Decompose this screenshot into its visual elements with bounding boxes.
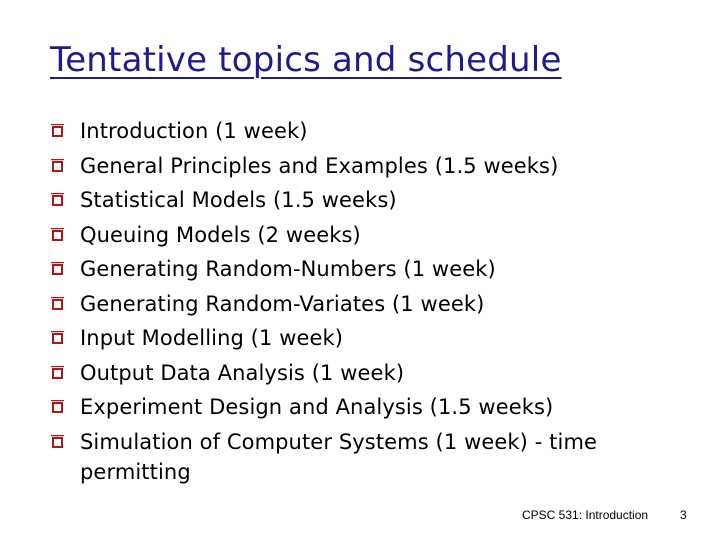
list-item-text: Input Modelling (1 week) <box>80 326 344 350</box>
list-item-text: General Principles and Examples (1.5 weeks) <box>80 153 559 178</box>
list-item-text: Generating Random-Numbers (1 week) <box>80 257 496 281</box>
list-item <box>50 183 690 218</box>
list-item <box>50 218 690 253</box>
page-number: 3 <box>680 508 687 522</box>
checkbox-bullet-icon <box>51 435 65 449</box>
list-item <box>50 149 690 184</box>
list-item-text: Generating Random-Variates (1 week) <box>80 291 485 316</box>
checkbox-bullet-icon <box>51 159 65 173</box>
list-item-text: Statistical Models (1.5 weeks) <box>80 188 397 212</box>
list-item <box>50 114 690 149</box>
list-item <box>50 321 690 356</box>
list-item-text: Simulation of Computer Systems (1 week) - time permitting <box>80 429 598 484</box>
list-item <box>50 252 690 287</box>
list-item <box>50 390 690 425</box>
list-item <box>50 356 690 391</box>
checkbox-bullet-icon <box>51 331 65 345</box>
checkbox-bullet-icon <box>51 262 65 276</box>
list-item <box>50 287 690 322</box>
list-item-text: Experiment Design and Analysis (1.5 weeks) <box>80 395 554 419</box>
checkbox-bullet-icon <box>51 297 65 311</box>
topic-list <box>50 114 690 487</box>
list-item-text: Queuing Models (2 weeks) <box>80 222 361 247</box>
list-item-text: Introduction (1 week) <box>80 119 308 143</box>
list-item-text: Output Data Analysis (1 week) <box>80 360 405 385</box>
slide-footer: CPSC 531: Introduction <box>522 508 649 522</box>
checkbox-bullet-icon <box>51 193 65 207</box>
slide-title: Tentative topics and schedule <box>50 40 562 80</box>
list-item <box>50 427 690 487</box>
checkbox-bullet-icon <box>51 124 65 138</box>
checkbox-bullet-icon <box>51 366 65 380</box>
checkbox-bullet-icon <box>51 400 65 414</box>
checkbox-bullet-icon <box>51 228 65 242</box>
